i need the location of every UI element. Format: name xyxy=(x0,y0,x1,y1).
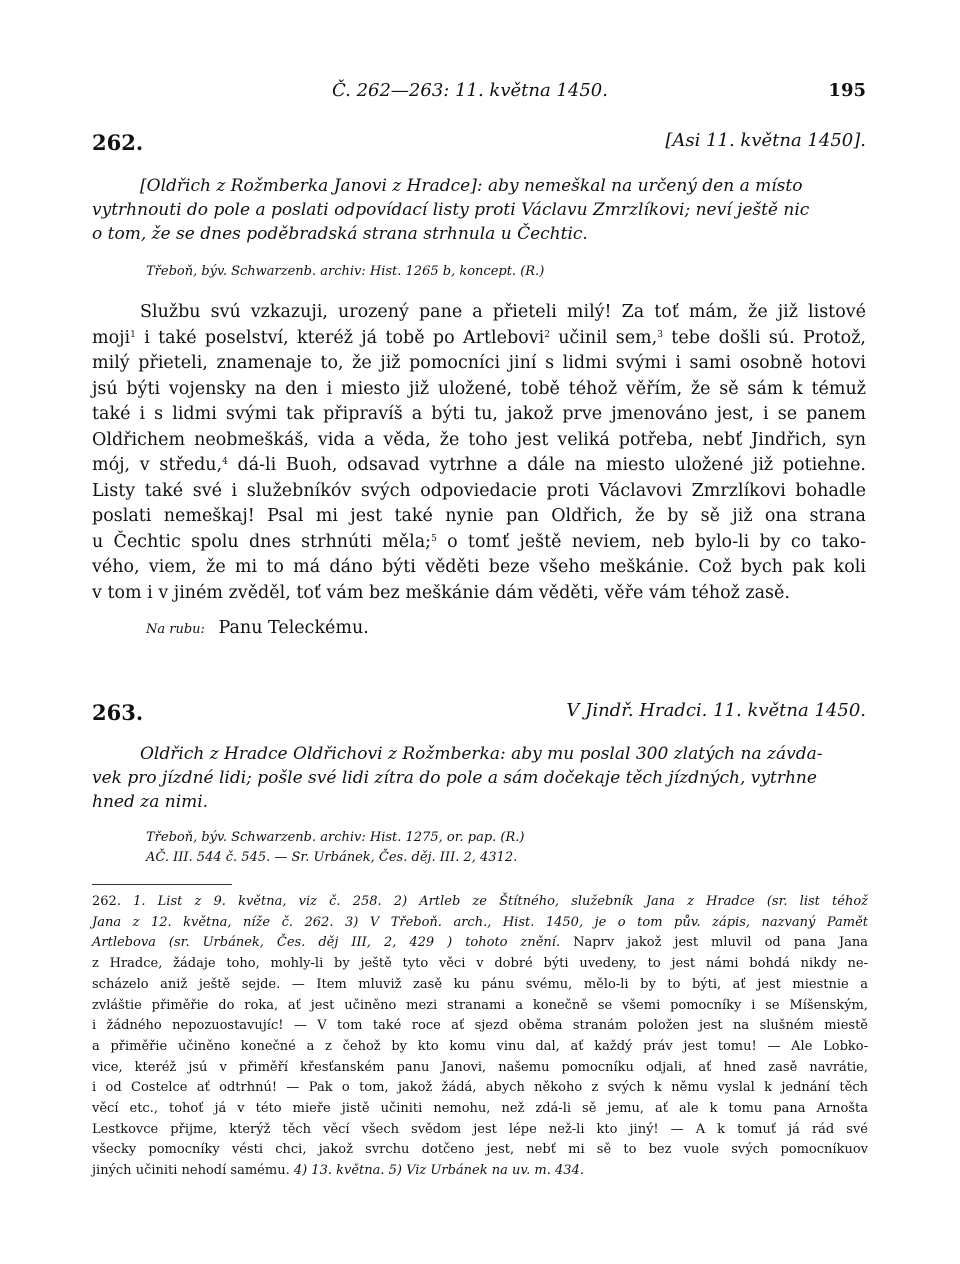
text-line xyxy=(92,300,866,326)
note-marker: 4 xyxy=(222,457,228,467)
footnote-line xyxy=(92,933,868,954)
footnote-run: 4) 13. května. 5) Viz Urbánek na uv. m. 434. xyxy=(289,1163,584,1179)
footnote-run: jiných učiniti nehodí samému. xyxy=(92,1163,290,1179)
text-line xyxy=(92,351,866,377)
footnote-run: a přiměřie učiněno konečné a z čehož by kto komu vinu dal, ať každý práv jest tomu! — Ale Lobko- xyxy=(92,1038,868,1054)
footnote-run: zvláštie přiměřie do roka, ať jest učiněno mezi stranami a konečně se všemi pomocníky i se Míšenským, xyxy=(92,997,868,1013)
note-marker: 5 xyxy=(431,533,437,544)
footnote-run: všecky pomocníky vésti chci, jakož svrchu dotčeno jest, nebť mi sě to bez vuole svých pomocníkuov xyxy=(92,1142,868,1158)
footnote-run: vice, kteréž jsú v přiměří křesťanském panu Janovi, našemu pomocníku odjali, ať hned zasě navrátie, xyxy=(92,1059,868,1075)
text-run: mój, v středu, xyxy=(92,455,223,475)
footnote-line xyxy=(92,1099,868,1120)
entry-number: 263. xyxy=(92,700,144,725)
footnote-run: věcí etc., tohoť já v této mieře jistě učiniti nemohu, než zdá-li sě jemu, ať ale k tomu pana Arnošta xyxy=(92,1101,868,1117)
footnote-run: Naprv jakož jest mluvil od pana Jana xyxy=(560,935,868,951)
entry-262-heading xyxy=(92,130,870,164)
text-run: milý přieteli, znamenaje to, že již pomocníci jiní s lidmi svými i sami osobně hotovi xyxy=(92,353,866,373)
entry-number: 262. xyxy=(92,130,144,155)
entry-262-source: Třeboň, býv. Schwarzenb. archiv: Hist. 1265 b, koncept. (R.) xyxy=(146,264,545,279)
footnote-line xyxy=(92,1078,868,1099)
regest-line: [Oldřich z Rožmberka Janovi z Hradce]: aby nemeškal na určený den a místo xyxy=(140,176,803,196)
entry-262-address xyxy=(146,618,870,638)
text-line xyxy=(92,479,866,505)
regest-line: o tom, že se dnes poděbradská strana strhnula u Čechtic. xyxy=(92,224,588,244)
text-line xyxy=(92,504,866,530)
running-head-title: Č. 262—263: 11. května 1450. xyxy=(332,80,608,101)
footnote-line xyxy=(92,913,868,934)
regest-line: vek pro jízdné lidi; pošle své lidi zítra do pole a sám dočekaje těch jízdných, vytrhne xyxy=(92,768,817,788)
text-run: poslati nemeškaj! Psal mi jest také nynie pan Oldřich, že by sě již ona strana xyxy=(92,506,866,526)
text-line xyxy=(92,377,866,403)
text-run: tebe došli sú. Protož, xyxy=(662,327,866,348)
text-line xyxy=(92,428,866,454)
footnote-line xyxy=(92,996,868,1017)
footnote-line xyxy=(92,892,868,913)
text-run: vého, viem, že mi to má dáno býti věděti beze všeho meškánie. Což bych pak koli xyxy=(92,557,866,577)
note-marker: 3 xyxy=(657,329,663,340)
footnote-run: scházelo aniž ještě sejde. — Item mluviž zasě ku pánu svému, mělo-li by to býti, ať jest miestnie a xyxy=(92,976,868,992)
footnote-run: Jana z 12. května, níže č. 262. 3) V Třeboň. arch., Hist. 1450, je o tom pův. zápis, nazvaný Pamět xyxy=(92,914,868,930)
text-run: o tomť ještě neviem, neb bylo-li by co tako- xyxy=(436,531,866,552)
source-line: Třeboň, býv. Schwarzenb. archiv: Hist. 1275, or. pap. (R.) xyxy=(146,830,525,845)
note-marker: 2 xyxy=(544,329,550,340)
text-line xyxy=(92,555,866,581)
text-line xyxy=(92,581,866,607)
entry-263 xyxy=(92,700,870,868)
entry-date: V Jindř. Hradci. 11. května 1450. xyxy=(566,700,866,721)
text-run: také i s lidmi svými tak připravíš a býti tu, jakož prve jmenováno jest, i se panem xyxy=(92,404,866,424)
entry-262 xyxy=(92,130,870,638)
footnote-run: i od Costelce ať odtrhnú! — Pak o tom, jakož žádá, abych někoho z svých k němu vyslal k jednání těch xyxy=(92,1080,868,1096)
text-run: Službu svú vzkazuji, urozený pane a přieteli milý! Za toť mám, že již listové xyxy=(140,302,866,322)
footnote-line xyxy=(92,954,868,975)
text-run: Listy také své i služebníkóv svých odpoviedacie proti Václavovi Zmrzlíkovi bohadle xyxy=(92,480,866,501)
text-line xyxy=(92,402,866,428)
footnote-line xyxy=(92,975,868,996)
footnote-run: 1. List z 9. května, viz č. 258. 2) Artleb ze Štítného, služebník Jana z Hradce (sr. list téhož xyxy=(120,894,868,909)
entry-date: [Asi 11. května 1450]. xyxy=(665,130,866,151)
footnotes xyxy=(92,892,868,1182)
text-run: jsú býti vojensky na den i miesto již uložené, tobě téhož věřím, že sě sám k témuž xyxy=(92,378,866,399)
entry-262-regest xyxy=(92,174,866,246)
entry-262-text xyxy=(92,300,866,606)
footnote-run: Artlebova (sr. Urbánek, Čes. děj III, 2, 429 ) tohoto znění. xyxy=(92,935,561,951)
footnote-line xyxy=(92,1037,868,1058)
footnote-line xyxy=(92,1161,868,1182)
text-line xyxy=(92,453,866,479)
regest-line: vytrhnouti do pole a poslati odpovídací listy proti Václavu Zmrzlíkovi; neví ještě nic xyxy=(92,200,810,220)
page-number: 195 xyxy=(828,80,866,101)
source-line: AČ. III. 544 č. 545. — Sr. Urbánek, Čes. děj. III. 2, 4312. xyxy=(146,850,518,865)
note-marker: 1 xyxy=(130,329,136,340)
text-run: moji xyxy=(92,327,131,348)
footnote-line xyxy=(92,1120,868,1141)
footnote-run: z Hradce, žádaje toho, mohly-li by ještě tyto věci v dobré býti uvedeny, to jest námi bohdá nikdy ne- xyxy=(92,956,868,972)
footnote-run: Lestkovce přijme, kterýž těch věcí všech svědom jest lépe než-li kto jiný! — A k tomuť já rád své xyxy=(92,1121,868,1137)
footnote-run: i žádného nepozuostavujíc! — V tom také roce ať sjezd oběma stranám položen jest na slušném miestě xyxy=(92,1018,868,1034)
address-text: Panu Teleckému. xyxy=(218,618,369,638)
entry-263-heading xyxy=(92,700,870,734)
address-label: Na rubu: xyxy=(146,622,205,637)
text-run: u Čechtic spolu dnes strhnúti měla; xyxy=(92,531,432,552)
text-run: i také poselství, kteréž já tobě po Artlebovi xyxy=(135,327,545,348)
regest-line: Oldřich z Hradce Oldřichovi z Rožmberka: aby mu poslal 300 zlatých na závda- xyxy=(140,744,823,764)
entry-263-source xyxy=(146,828,870,868)
text-line xyxy=(92,326,866,352)
footnote-rule xyxy=(92,884,232,885)
footnote-line xyxy=(92,1140,868,1161)
entry-263-regest xyxy=(92,742,866,814)
text-run: učinil sem, xyxy=(549,327,658,348)
running-head xyxy=(92,80,870,110)
text-run: Oldřichem neobmeškáš, vida a věda, že toho jest veliká potřeba, nebť Jindřich, syn xyxy=(92,429,866,450)
regest-line: hned za nimi. xyxy=(92,792,209,812)
footnote-line xyxy=(92,1016,868,1037)
text-run: v tom i v jiném zvěděl, toť vám bez meškánie dám věděti, věře vám téhož zasě. xyxy=(92,582,790,603)
footnote-run: 262. xyxy=(92,894,121,909)
footnote-line xyxy=(92,1058,868,1079)
text-line xyxy=(92,530,866,556)
text-run: dá-li Buoh, odsavad vytrhne a dále na miesto uložené již potiehne. xyxy=(227,455,866,475)
